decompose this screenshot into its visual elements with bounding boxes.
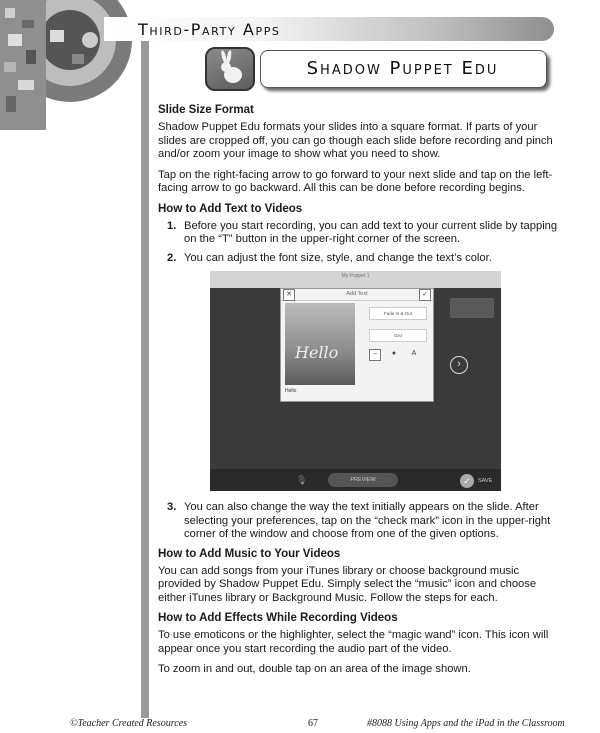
size-minus-icon[interactable]: −	[369, 349, 381, 361]
step-number: 1.	[167, 219, 177, 232]
heading-add-music: How to Add Music to Your Videos	[158, 547, 341, 560]
main-content	[158, 104, 558, 684]
text-input[interactable]: Hello	[285, 388, 297, 394]
heading-add-effects: How to Add Effects While Recording Videos	[158, 612, 398, 624]
left-vertical-bar	[141, 38, 149, 718]
animation-select[interactable]: Fade In & Out	[369, 307, 427, 320]
font-select[interactable]: Gist	[369, 329, 427, 342]
heading-add-text: How to Add Text to Videos	[158, 202, 303, 215]
heading-slide-size: Slide Size Format	[158, 104, 254, 116]
app-title: Shadow Puppet Edu	[306, 58, 499, 79]
paragraph: To use emoticons or the highlighter, select the “magic wand” icon. This icon will appear once you start recording the audio part of the video.	[158, 629, 549, 655]
save-check-icon[interactable]: ✓	[460, 474, 474, 488]
paragraph: Tap on the right-facing arrow to go forward to your next slide and tap on the left-facing arrow to go backward. All this can be done before recording begins.	[158, 168, 553, 194]
right-arrow-icon[interactable]: ›	[450, 356, 468, 374]
list-item	[158, 501, 558, 542]
step-number: 3.	[167, 501, 177, 513]
steps-list	[158, 220, 558, 266]
font-size-icon[interactable]: A	[411, 350, 417, 357]
app-screenshot	[210, 271, 501, 491]
dialog-title: Add Text	[281, 289, 433, 301]
page-number: 67	[308, 718, 318, 729]
shadow-puppet-app-icon	[205, 47, 255, 91]
steps-list	[158, 501, 558, 542]
check-mark-icon[interactable]: ✓	[419, 289, 431, 301]
rabbit-icon	[207, 49, 253, 89]
step-text: You can adjust the font size, style, and change the text’s color.	[184, 251, 492, 264]
color-icon[interactable]: ●	[391, 350, 397, 357]
preview-button[interactable]: PREVIEW	[328, 473, 398, 487]
paragraph: To zoom in and out, double tap on an area of the image shown.	[158, 663, 471, 675]
list-item	[158, 220, 558, 247]
hello-preview: Hello	[295, 343, 339, 362]
paragraph: You can add songs from your iTunes library or choose background music provided by Shadow Puppet Edu. Simply select the “music” icon and choose either iTunes library or Background Music. Follow the steps for each.	[158, 564, 537, 604]
slide-thumbnail	[285, 303, 355, 385]
add-text-dialog	[280, 288, 434, 402]
step-text: You can also change the way the text initially appears on the slide. After selecting your preferences, tap on the “check mark” icon in the upper-right corner of the window and choose from one of the given options.	[184, 501, 551, 540]
step-number: 2.	[167, 251, 177, 264]
paragraph: Shadow Puppet Edu formats your slides into a square format. If parts of your slides are cropped off, you can go though each slide before recording and pinch and/or zoom your image to show what you need to show.	[158, 121, 553, 160]
footer-copyright: ©Teacher Created Resources	[70, 718, 188, 729]
close-icon[interactable]: ✕	[283, 289, 295, 301]
microphone-icon[interactable]: 🎙	[296, 475, 308, 485]
save-label[interactable]: SAVE	[478, 478, 493, 484]
footer-book-title: #8088 Using Apps and the iPad in the Classroom	[367, 718, 565, 729]
page-footer	[0, 718, 600, 732]
screenshot-title: My Puppet 1	[341, 273, 370, 279]
step-text: Before you start recording, you can add text to your current slide by tapping on the “T” button in the upper-right corner of the screen.	[184, 219, 558, 245]
text-t-button[interactable]	[450, 298, 494, 318]
list-item	[158, 252, 558, 266]
section-title: Third-Party Apps	[138, 20, 281, 39]
